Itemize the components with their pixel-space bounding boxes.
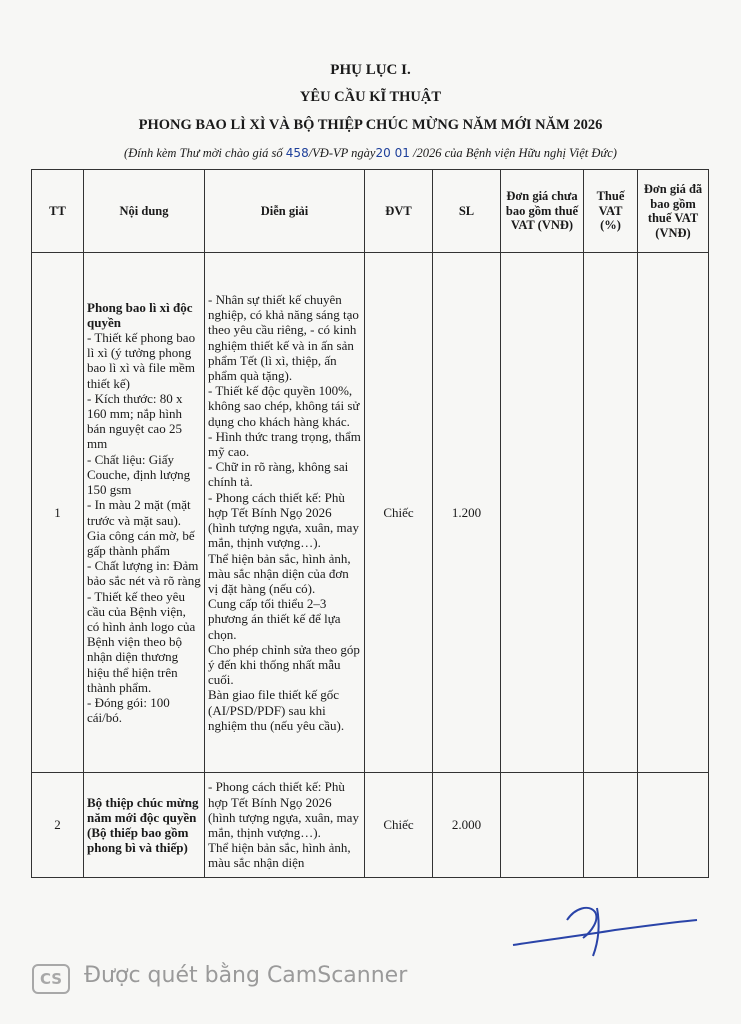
cell-noi-dung — [84, 773, 205, 878]
content-line: - Kích thước: 80 x 160 mm; nắp hình bán nguyệt cao 25 mm — [87, 390, 183, 452]
cell-don-gia-gom-vat — [638, 253, 709, 773]
explanation-line: - Thiết kế độc quyền 100%, không sao chép, không tái sử dụng cho khách hàng khác. — [208, 383, 360, 429]
content-line: - Chất lượng in: Đảm bảo sắc nét và rõ ràng — [87, 558, 201, 589]
cell-tt: 2 — [32, 773, 84, 878]
item-title: Bộ thiệp chúc mừng năm mới độc quyền (Bộ thiếp bao gồm phong bì và thiếp) — [87, 794, 199, 856]
cell-dvt: Chiếc — [365, 253, 433, 773]
explanation-line: - Phong cách thiết kế: Phù hợp Tết Bính Ngọ 2026 (hình tượng ngựa, xuân, may mắn, thịnh vượng…). — [208, 779, 359, 840]
content-line: - Đóng gói: 100 cái/bó. — [87, 694, 170, 726]
cell-thue-vat — [584, 773, 638, 878]
explanation-line: - Phong cách thiết kế: Phù hợp Tết Bính Ngọ 2026 (hình tượng ngựa, xuân, may mắn, thịnh vượng…). — [208, 489, 359, 551]
header-thue-vat: Thuế VAT (%) — [584, 170, 638, 253]
table-row — [32, 773, 709, 878]
cell-don-gia-chua-vat — [501, 773, 584, 878]
header-sl: SL — [433, 170, 501, 253]
requirements-heading: YÊU CẦU KĨ THUẬT — [299, 89, 442, 105]
subtitle-part-1: (Đính kèm Thư mời chào giá số — [124, 146, 286, 160]
appendix-heading: PHỤ LỤC I. — [330, 62, 411, 78]
cell-dien-giai — [205, 253, 365, 773]
subtitle-part-2: /VĐ-VP ngày — [308, 146, 376, 160]
table-header-row — [32, 170, 709, 253]
table-row — [32, 253, 709, 773]
header-dien-giai: Diễn giải — [205, 170, 365, 253]
explanation-line: Bàn giao file thiết kế gốc (AI/PSD/PDF) sau khi nghiệm thu (nếu yêu cầu). — [208, 687, 345, 733]
camscanner-logo: CS — [32, 964, 70, 994]
handwritten-date: 20 01 — [375, 146, 410, 160]
header-tt: TT — [32, 170, 84, 253]
cell-sl: 1.200 — [433, 253, 501, 773]
requirements-table — [31, 169, 709, 878]
header-don-gia-chua-vat: Đơn giá chưa bao gồm thuế VAT (VNĐ) — [501, 170, 584, 253]
document-subtitle — [0, 146, 741, 161]
content-line: - Chất liệu: Giấy Couche, định lượng 150 gsm — [87, 451, 191, 498]
cell-noi-dung — [84, 253, 205, 773]
cell-thue-vat — [584, 253, 638, 773]
cell-dvt: Chiếc — [365, 773, 433, 878]
content-line: - In màu 2 mặt (mặt trước và mặt sau). Gia công cán mờ, bế gấp thành phẩm — [87, 497, 195, 558]
explanation-line: Cung cấp tối thiểu 2–3 phương án thiết kế để lựa chọn. — [208, 596, 341, 642]
camscanner-watermark: Được quét bằng CamScanner — [84, 963, 408, 988]
explanation-line: - Hình thức trang trọng, thẩm mỹ cao. — [208, 428, 361, 460]
header-don-gia-gom-vat: Đơn giá đã bao gồm thuế VAT (VNĐ) — [638, 170, 709, 253]
cell-don-gia-gom-vat — [638, 773, 709, 878]
subtitle-part-3: /2026 của Bệnh viện Hữu nghị Việt Đức) — [409, 146, 617, 160]
header-dvt: ĐVT — [365, 170, 433, 253]
item-title: Phong bao lì xì độc quyền — [87, 299, 193, 330]
document-title: PHONG BAO LÌ XÌ VÀ BỘ THIỆP CHÚC MỪNG NĂM MỚI NĂM 2026 — [138, 117, 603, 133]
cell-don-gia-chua-vat — [501, 253, 584, 773]
handwritten-signature — [505, 890, 705, 960]
content-line: - Thiết kế theo yêu cầu của Bệnh viện, có hình ảnh logo của Bệnh viện theo bộ nhận diện thương hiệu thể hiện trên thành phẩm. — [87, 588, 196, 695]
cell-sl: 2.000 — [433, 773, 501, 878]
explanation-line: Thể hiện bản sắc, hình ảnh, màu sắc nhận diện — [208, 840, 351, 871]
handwritten-number: 458 — [285, 146, 309, 160]
explanation-line: - Nhân sự thiết kế chuyên nghiệp, có khả năng sáng tạo theo yêu cầu riêng, - có kinh nghiệm thiết kế và in ấn sản phẩm Tết (lì xì, thiệp, ấn phẩm quà tặng). — [208, 292, 359, 384]
explanation-line: Thể hiện bản sắc, hình ảnh, màu sắc nhận diện của đơn vị đặt hàng (nếu có). — [208, 550, 351, 596]
cell-tt: 1 — [32, 253, 84, 773]
header-noi-dung: Nội dung — [84, 170, 205, 253]
explanation-line: Cho phép chỉnh sửa theo góp ý đến khi thống nhất mẫu cuối. — [208, 641, 360, 688]
cell-dien-giai — [205, 773, 365, 878]
content-line: - Thiết kế phong bao lì xì (ý tưởng phong bao lì xì và file mềm thiết kế) — [87, 330, 196, 391]
explanation-line: - Chữ in rõ ràng, không sai chính tả. — [208, 459, 349, 490]
